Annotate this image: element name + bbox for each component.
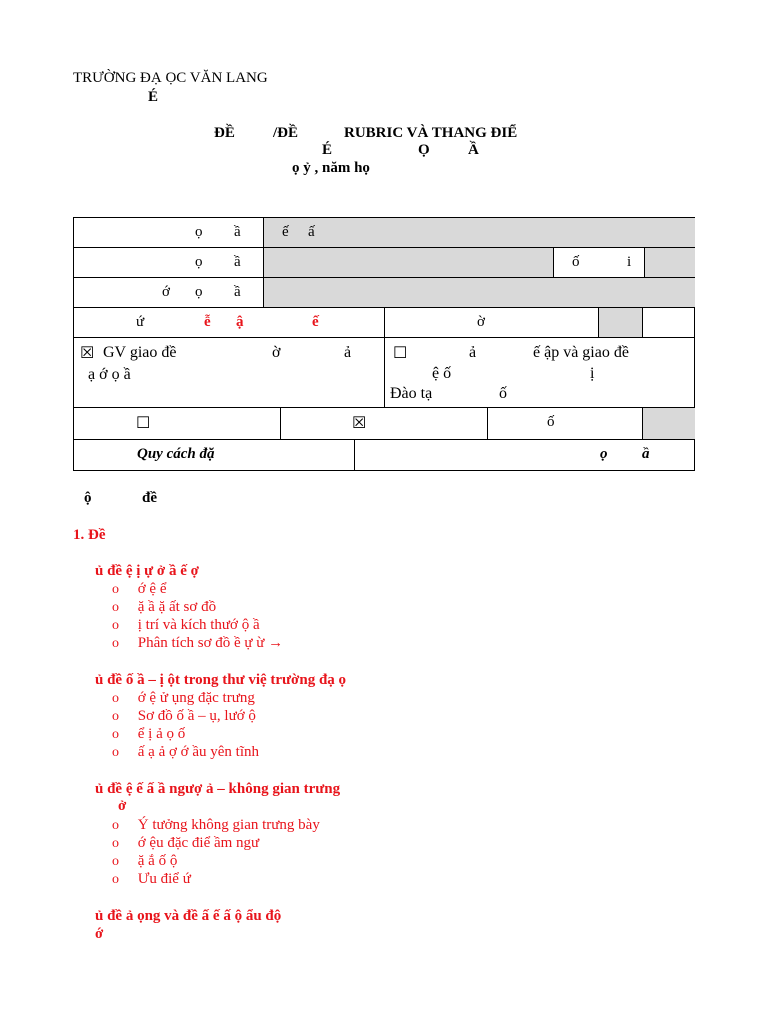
intro-a: ộ	[84, 490, 92, 506]
course-value-b: ấ	[308, 224, 315, 240]
gv-option-c: ả	[344, 344, 352, 361]
option3-field[interactable]	[643, 408, 695, 439]
list-item: ấ ạ ả ợ ớ ầu yên tĩnh	[137, 744, 259, 760]
dept-option-b: ế ập và giao đề	[533, 344, 629, 361]
topic-2-title: ủ đề ố ầ – ị ột trong thư việ trường đạ ọ	[95, 672, 347, 688]
topic-1-bullet-3: o ị trí và kích thướ ộ ầ	[112, 617, 260, 633]
credits-field[interactable]	[645, 248, 695, 277]
row-assignment-method	[73, 337, 695, 408]
school-name: TRƯỜNG ĐẠ ỌC VĂN LANG	[73, 70, 268, 86]
class-field[interactable]	[264, 278, 695, 307]
gv-checkbox[interactable]: ☒	[80, 345, 95, 362]
exam-form-b: ễ	[204, 314, 211, 330]
option3-label: ố	[547, 414, 555, 430]
topic-2-bullet-1: o ớ ệ ử ụng đặc trưng	[112, 690, 255, 706]
exam-form-d: ế	[312, 314, 319, 330]
duration-label: ờ	[477, 314, 485, 330]
topic-1-bullet-2: o ặ ầ ặ ất sơ đồ	[112, 599, 217, 615]
duration-field[interactable]	[599, 308, 643, 337]
list-item: ể ị ả ọ ố	[137, 726, 186, 742]
option2-checkbox[interactable]: ☒	[352, 415, 367, 432]
credits-label-b: i	[627, 254, 632, 270]
title-line2-a: É	[322, 142, 333, 158]
row-class	[73, 277, 695, 308]
list-item: ớ ệu đặc điể ầm ngư	[137, 835, 260, 851]
list-item: ớ ệ ể	[137, 581, 167, 597]
topic-3-bullet-1: o Ý tưởng không gian trưng bày	[112, 817, 320, 833]
list-item: ặ ắ ố ộ	[137, 853, 178, 869]
exam-form-c: ậ	[236, 314, 244, 330]
course-value-field[interactable]	[264, 218, 695, 247]
dept-option-line3-a: Đào tạ	[390, 385, 433, 402]
list-item: Ưu điể ứ	[137, 871, 191, 887]
course-code-field[interactable]	[264, 248, 554, 277]
title-line2-c: Ầ	[468, 142, 479, 158]
option1-checkbox[interactable]: ☐	[136, 415, 151, 432]
list-item: Sơ đồ ố ầ – ụ, lướ ộ	[137, 708, 256, 724]
row-course-code	[73, 247, 695, 278]
topic-1-bullet-1: o ớ ệ ể	[112, 581, 167, 597]
topic-2-bullet-3: o ể ị ả ọ ố	[112, 726, 186, 742]
dept-option-a: ả	[469, 344, 477, 361]
row-course	[73, 217, 695, 248]
topic-3-title: ủ đề ệ ế ấ ầ ngượ ả – không gian trưng	[95, 781, 341, 797]
school-line2: É	[148, 89, 159, 105]
row-exam-form	[73, 307, 695, 338]
list-item: ị trí và kích thướ ộ ầ	[137, 617, 260, 633]
gv-option-b: ờ	[272, 344, 281, 361]
list-item: Ý tưởng không gian trưng bày	[137, 817, 320, 833]
course-label-b: ầ	[234, 224, 241, 240]
class-label-a: ớ	[162, 284, 170, 300]
class-label-b: ọ	[195, 284, 203, 300]
list-item: Phân tích sơ đồ ề ự ừ →	[137, 635, 284, 651]
code-label-a: ọ	[195, 254, 203, 270]
intro-b: đề	[142, 490, 157, 506]
topic-1-bullet-4: o Phân tích sơ đồ ề ự ừ →	[112, 635, 284, 651]
topic-2-bullet-2: o Sơ đồ ố ầ – ụ, lướ ộ	[112, 708, 256, 724]
gv-option-label: GV giao đề	[103, 344, 177, 361]
title-line2-b: Ọ	[418, 142, 430, 158]
format-label: Quy cách đặ	[137, 446, 215, 462]
dept-option-line3-b: ố	[499, 385, 507, 402]
topic-1-title: ủ đề ệ ị ự ở ầ ế ợ	[95, 563, 199, 579]
dept-checkbox[interactable]: ☐	[393, 345, 408, 362]
course-value-a: ế	[282, 224, 289, 240]
topic-3-bullet-3: o ặ ắ ố ộ	[112, 853, 178, 869]
topic-4-title: ủ đề ả ọng và đề ấ ế ấ ộ ẩu độ	[95, 908, 282, 924]
topic-3-bullet-4: o Ưu điể ứ	[112, 871, 191, 887]
course-label-a: ọ	[195, 224, 203, 240]
row-format	[73, 439, 695, 471]
topic-4-title-line2: ớ	[95, 926, 104, 942]
list-item: ớ ệ ử ụng đặc trưng	[137, 690, 255, 706]
gv-option-line2: ạ ớ ọ ầ	[88, 366, 131, 383]
topic-3-bullet-2: o ớ ệu đặc điể ầm ngư	[112, 835, 260, 851]
topic-2-bullet-4: o ấ ạ ả ợ ớ ầu yên tĩnh	[112, 744, 259, 760]
exam-form-a: ứ	[136, 314, 145, 330]
format-right-b: ầ	[642, 446, 650, 462]
class-label-c: ầ	[234, 284, 241, 300]
code-label-b: ầ	[234, 254, 241, 270]
dept-option-line2-a: ệ ố	[432, 365, 452, 382]
row-options	[73, 407, 695, 440]
section-1-heading: 1. Đề	[73, 527, 106, 543]
list-item: ặ ầ ặ ất sơ đồ	[137, 599, 217, 615]
topic-3-title-line2: ở	[118, 798, 127, 814]
title-part-b: /ĐỀ	[273, 125, 299, 141]
title-part-a: ĐỀ	[214, 125, 235, 141]
format-right-a: ọ	[600, 446, 608, 462]
credits-label-a: ố	[572, 254, 580, 270]
dept-option-line2-b: ị	[590, 365, 595, 382]
title-part-c: RUBRIC VÀ THANG ĐIỂ	[344, 125, 518, 141]
title-line3: ọ ỷ , năm họ	[292, 160, 370, 176]
